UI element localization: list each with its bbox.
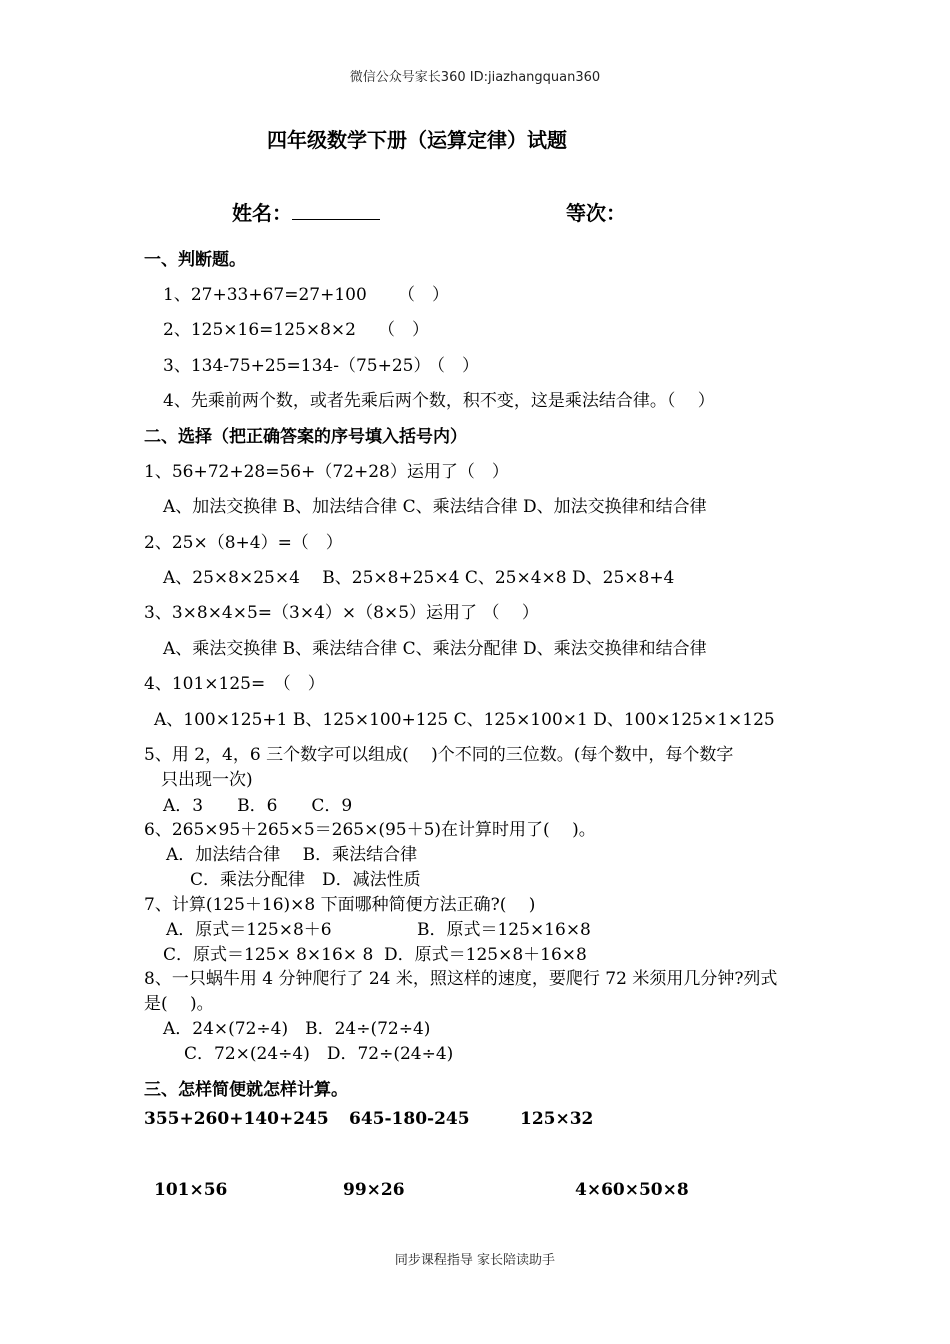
choice-q5-line1: 5、用 2，4，6 三个数字可以组成( )个不同的三位数。(每个数中，每个数字 (144, 745, 734, 765)
choice-q7-option-d: D．原式＝125×8＋16×8 (384, 945, 587, 965)
choice-q5-line2: 只出现一次) (161, 770, 253, 790)
choice-q2-options: A、25×8×25×4 B、25×8+25×4 C、25×4×8 D、25×8+4 (163, 568, 675, 588)
choice-q1-options: A、加法交换律 B、加法结合律 C、乘法结合律 D、加法交换律和结合律 (163, 497, 707, 517)
page-title: 四年级数学下册（运算定律）试题 (267, 128, 567, 152)
calc-2: 645-180-245 (349, 1109, 470, 1129)
choice-q8-options-2: C．72×(24÷4) D．72÷(24÷4) (184, 1044, 454, 1064)
judge-item-1: 1、27+33+67=27+100 (163, 285, 367, 305)
calc-6: 4×60×50×8 (575, 1180, 689, 1200)
calc-1: 355+260+140+245 (144, 1109, 329, 1129)
calc-5: 99×26 (343, 1180, 405, 1200)
choice-q6: 6、265×95＋265×5＝265×(95＋5)在计算时用了( )。 (144, 820, 596, 840)
choice-q4-options: A、100×125+1 B、125×100+125 C、125×100×1 D、100×125×1×125 (154, 710, 775, 730)
calc-4: 101×56 (154, 1180, 228, 1200)
choice-q5-options: A．3 B．6 C．9 (163, 796, 353, 816)
judge-item-3: 3、134-75+25=134-（75+25） (163, 356, 431, 376)
section1-heading: 一、判断题。 (144, 250, 246, 270)
judge-item-2: 2、125×16=125×8×2 (163, 320, 356, 340)
rank-label: 等次： (566, 201, 626, 225)
section3-heading: 三、怎样简便就怎样计算。 (144, 1080, 348, 1100)
calc-3: 125×32 (520, 1109, 594, 1129)
judge-paren-2[interactable]: （ ） (378, 320, 429, 340)
choice-q6-options-2: C．乘法分配律 D．减法性质 (190, 870, 421, 890)
choice-q1: 1、56+72+28=56+（72+28）运用了（ ） (144, 462, 509, 482)
judge-paren-3[interactable]: （ ） (428, 356, 479, 376)
section2-heading: 二、选择（把正确答案的序号填入括号内） (144, 427, 467, 447)
page-footer: 同步课程指导 家长陪读助手 (394, 1253, 556, 1268)
choice-q7: 7、计算(125＋16)×8 下面哪种简便方法正确?( ) (144, 895, 536, 915)
choice-q2: 2、25×（8+4）=（ ） (144, 533, 343, 553)
judge-paren-1[interactable]: （ ） (398, 285, 449, 305)
choice-q7-option-b: B．原式＝125×16×8 (417, 920, 591, 940)
choice-q7-option-c: C．原式＝125× 8×16× 8 (163, 945, 374, 965)
name-field (232, 197, 380, 226)
choice-q3: 3、3×8×4×5=（3×4）×（8×5）运用了 （ ） (144, 603, 539, 623)
page-header: 微信公众号家长360 ID:jiazhangquan360 (349, 70, 601, 85)
name-label: 姓名： (232, 201, 292, 225)
choice-q6-options-1: A．加法结合律 B．乘法结合律 (166, 845, 418, 865)
choice-q8-line1: 8、一只蜗牛用 4 分钟爬行了 24 米，照这样的速度，要爬行 72 米须用几分钟?列式 (144, 969, 778, 989)
choice-q8-options-1: A．24×(72÷4) B．24÷(72÷4) (163, 1019, 431, 1039)
name-blank[interactable] (292, 201, 380, 220)
choice-q8-line2: 是( )。 (144, 994, 214, 1014)
judge-item-4: 4、先乘前两个数，或者先乘后两个数，积不变，这是乘法结合律。（ ） (163, 391, 715, 411)
choice-q4: 4、101×125= （ ） (144, 674, 325, 694)
choice-q7-option-a: A．原式＝125×8＋6 (166, 920, 332, 940)
choice-q3-options: A、乘法交换律 B、乘法结合律 C、乘法分配律 D、乘法交换律和结合律 (163, 639, 707, 659)
